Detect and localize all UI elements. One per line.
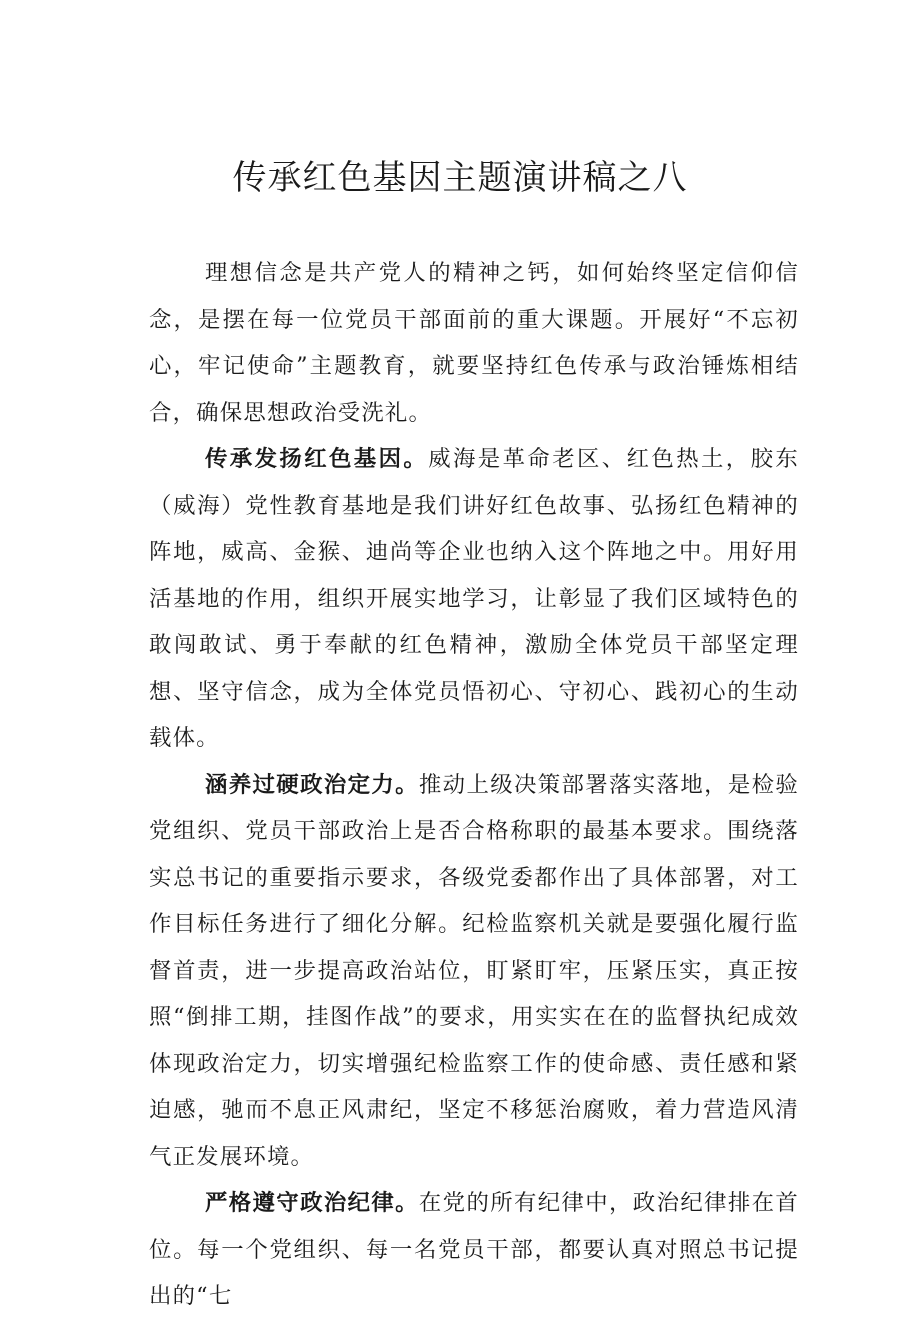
paragraph-heading: 涵养过硬政治定力。	[205, 771, 419, 798]
paragraph-political-resolve	[149, 762, 799, 1181]
paragraph-intro	[149, 250, 799, 436]
paragraph-heading: 传承发扬红色基因。	[205, 446, 429, 472]
paragraph-text: 威海是革命老区、红色热土，胶东（威海）党性教育基地是我们讲好红色故事、弘扬红色精神的阵地，威高、金猴、迪尚等企业也纳入这个阵地之中。用好用活基地的作用，组织开展实地学习，让彰显了我们区域特色的敢闯敢试、勇于奉献的红色精神，激励全体党员干部坚定理想、坚守信念，成为全体党员悟初心、守初心、践初心的生动载体。	[149, 446, 799, 751]
paragraph-political-discipline	[149, 1180, 799, 1320]
paragraph-text: 推动上级决策部署落实落地，是检验党组织、党员干部政治上是否合格称职的最基本要求。围绕落实总书记的重要指示要求，各级党委都作出了具体部署，对工作目标任务进行了细化分解。纪检监察机关就是要强化履行监督首责，进一步提高政治站位，盯紧盯牢，压紧压实，真正按照“倒排工期，挂图作战”的要求，用实实在在的监督执纪成效体现政治定力，切实增强纪检监察工作的使命感、责任感和紧迫感，驰而不息正风肃纪，坚定不移惩治腐败，着力营造风清气正发展环境。	[149, 771, 799, 1170]
document-body	[149, 250, 799, 1320]
paragraph-red-gene	[149, 436, 799, 762]
paragraph-heading: 严格遵守政治纪律。	[205, 1190, 419, 1216]
document-title: 传承红色基因主题演讲稿之八	[232, 158, 688, 198]
paragraph-text: 理想信念是共产党人的精神之钙，如何始终坚定信仰信念，是摆在每一位党员干部面前的重大课题。开展好“不忘初心，牢记使命”主题教育，就要坚持红色传承与政治锤炼相结合，确保思想政治受洗礼。	[149, 260, 799, 426]
paragraph-text: 在党的所有纪律中，政治纪律排在首位。每一个党组织、每一名党员干部，都要认真对照总书记提出的“七	[149, 1190, 799, 1309]
